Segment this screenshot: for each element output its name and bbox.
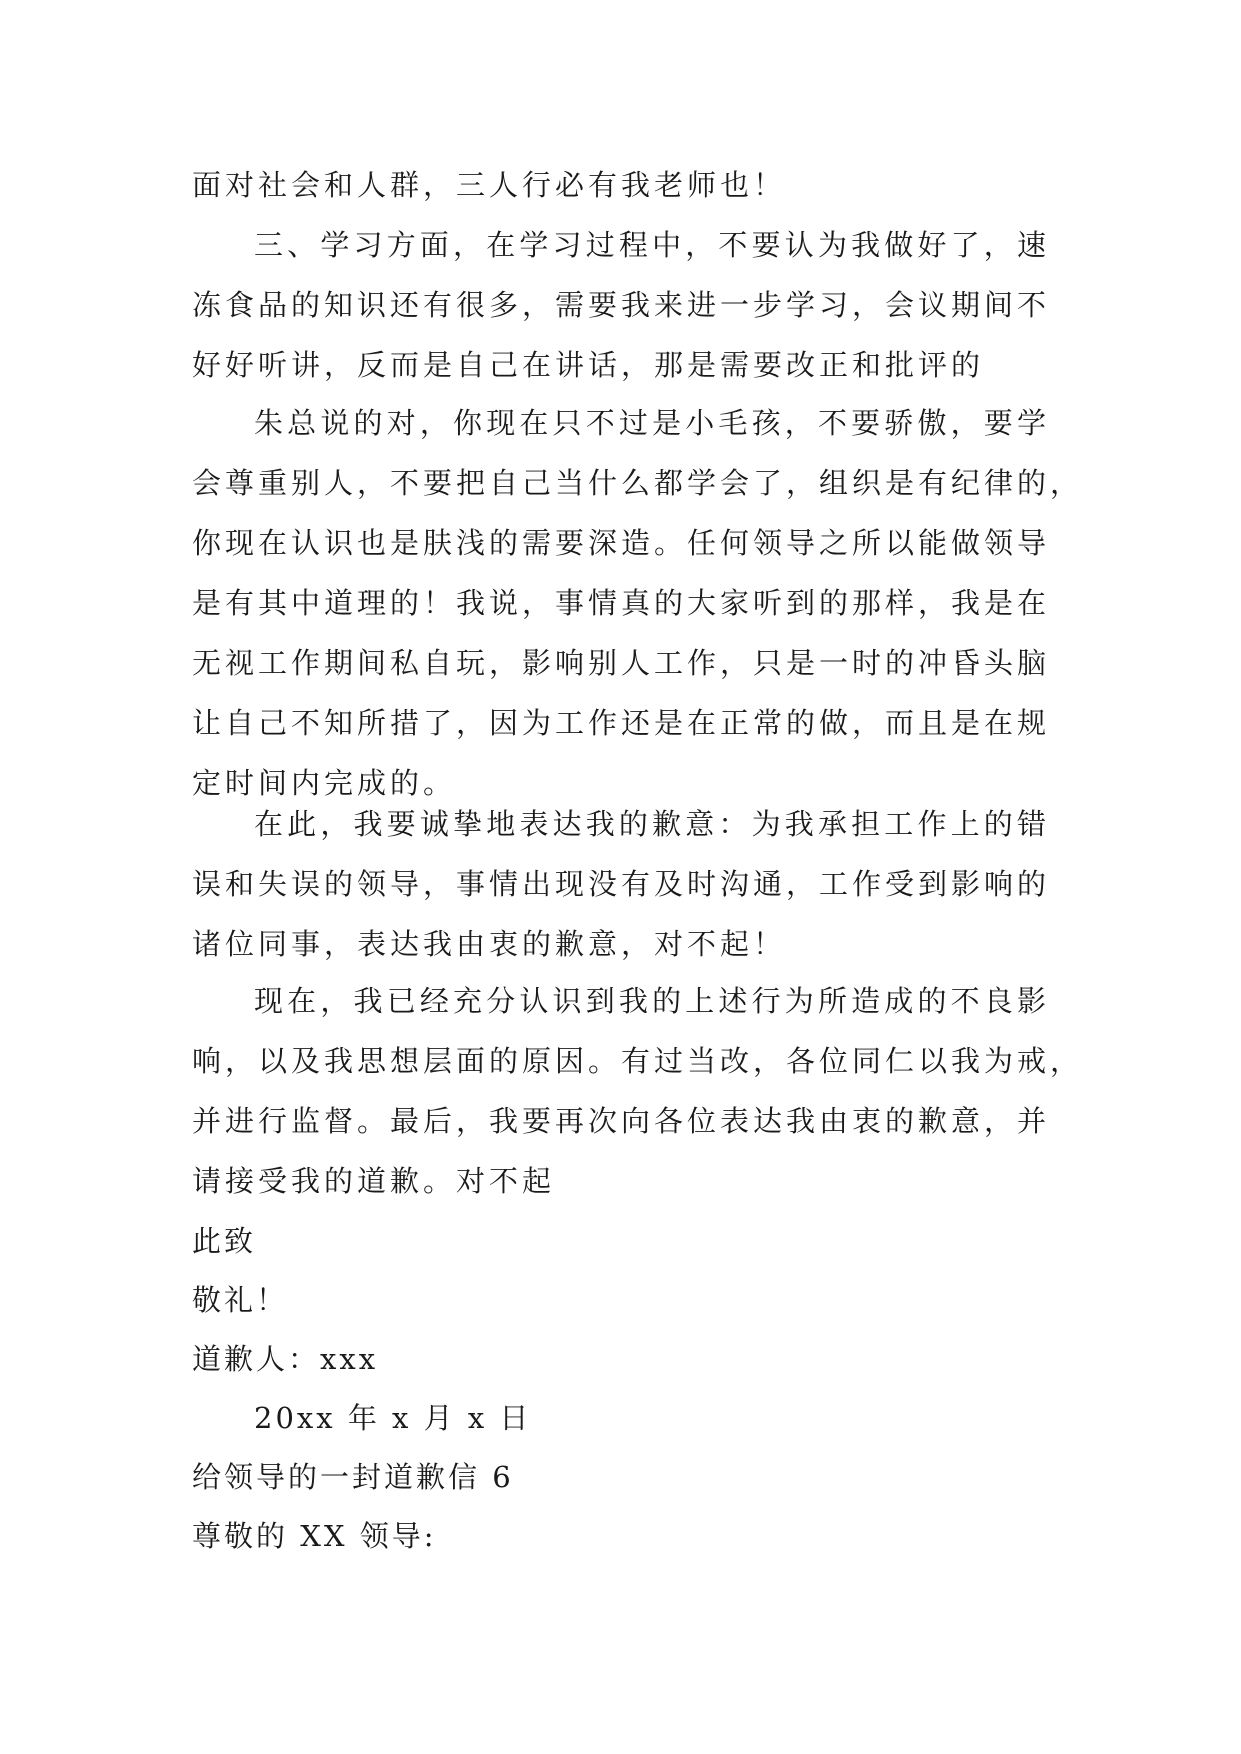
paragraph-apology xyxy=(192,794,1050,974)
closing-text: 此致 xyxy=(192,1224,257,1258)
next-letter-title: 给领导的一封道歉信 6 xyxy=(192,1460,514,1494)
paragraph-line: 无视工作期间私自玩，影响别人工作，只是一时的冲昏头脑 xyxy=(192,646,1051,680)
next-letter-greeting: 尊敬的 XX 领导: xyxy=(192,1519,437,1553)
paragraph-manager-words xyxy=(192,393,1084,813)
paragraph-line: 你现在认识也是肤浅的需要深造。任何领导之所以能做领导 xyxy=(192,526,1051,560)
paragraph-line: 冻食品的知识还有很多，需要我来进一步学习，会议期间不 xyxy=(192,288,1051,322)
signer-text: 道歉人：xxx xyxy=(192,1342,379,1376)
paragraph-line: 现在，我已经充分认识到我的上述行为所造成的不良影 xyxy=(254,984,1050,1018)
paragraph-line: 让自己不知所措了，因为工作还是在正常的做，而且是在规 xyxy=(192,706,1051,740)
paragraph-line: 响，以及我思想层面的原因。有过当改，各位同仁以我为戒， xyxy=(192,1044,1084,1078)
date-text: 20xx 年 x 月 x 日 xyxy=(254,1401,532,1435)
paragraph-reflection xyxy=(192,971,1084,1211)
paragraph-line: 会尊重别人，不要把自己当什么都学会了，组织是有纪律的， xyxy=(192,466,1084,500)
paragraph-line: 请接受我的道歉。对不起 xyxy=(192,1164,556,1198)
paragraph-line: 并进行监督。最后，我要再次向各位表达我由衷的歉意，并 xyxy=(192,1104,1051,1138)
paragraph-line: 诸位同事，表达我由衷的歉意，对不起！ xyxy=(192,927,787,961)
paragraph-line: 朱总说的对，你现在只不过是小毛孩，不要骄傲，要学 xyxy=(254,406,1050,440)
paragraph-line: 面对社会和人群，三人行必有我老师也！ xyxy=(192,168,787,202)
paragraph-line: 三、学习方面，在学习过程中，不要认为我做好了，速 xyxy=(254,228,1050,262)
paragraph-1 xyxy=(192,155,1050,215)
paragraph-study xyxy=(192,215,1050,395)
paragraph-line: 定时间内完成的。 xyxy=(192,766,457,800)
paragraph-line: 好好听讲，反而是自己在讲话，那是需要改正和批评的 xyxy=(192,348,985,382)
paragraph-line: 误和失误的领导，事情出现没有及时沟通，工作受到影响的 xyxy=(192,867,1051,901)
paragraph-line: 在此，我要诚挚地表达我的歉意：为我承担工作上的错 xyxy=(254,807,1050,841)
salute-text: 敬礼！ xyxy=(192,1283,289,1317)
paragraph-line: 是有其中道理的！我说，事情真的大家听到的那样，我是在 xyxy=(192,586,1051,620)
